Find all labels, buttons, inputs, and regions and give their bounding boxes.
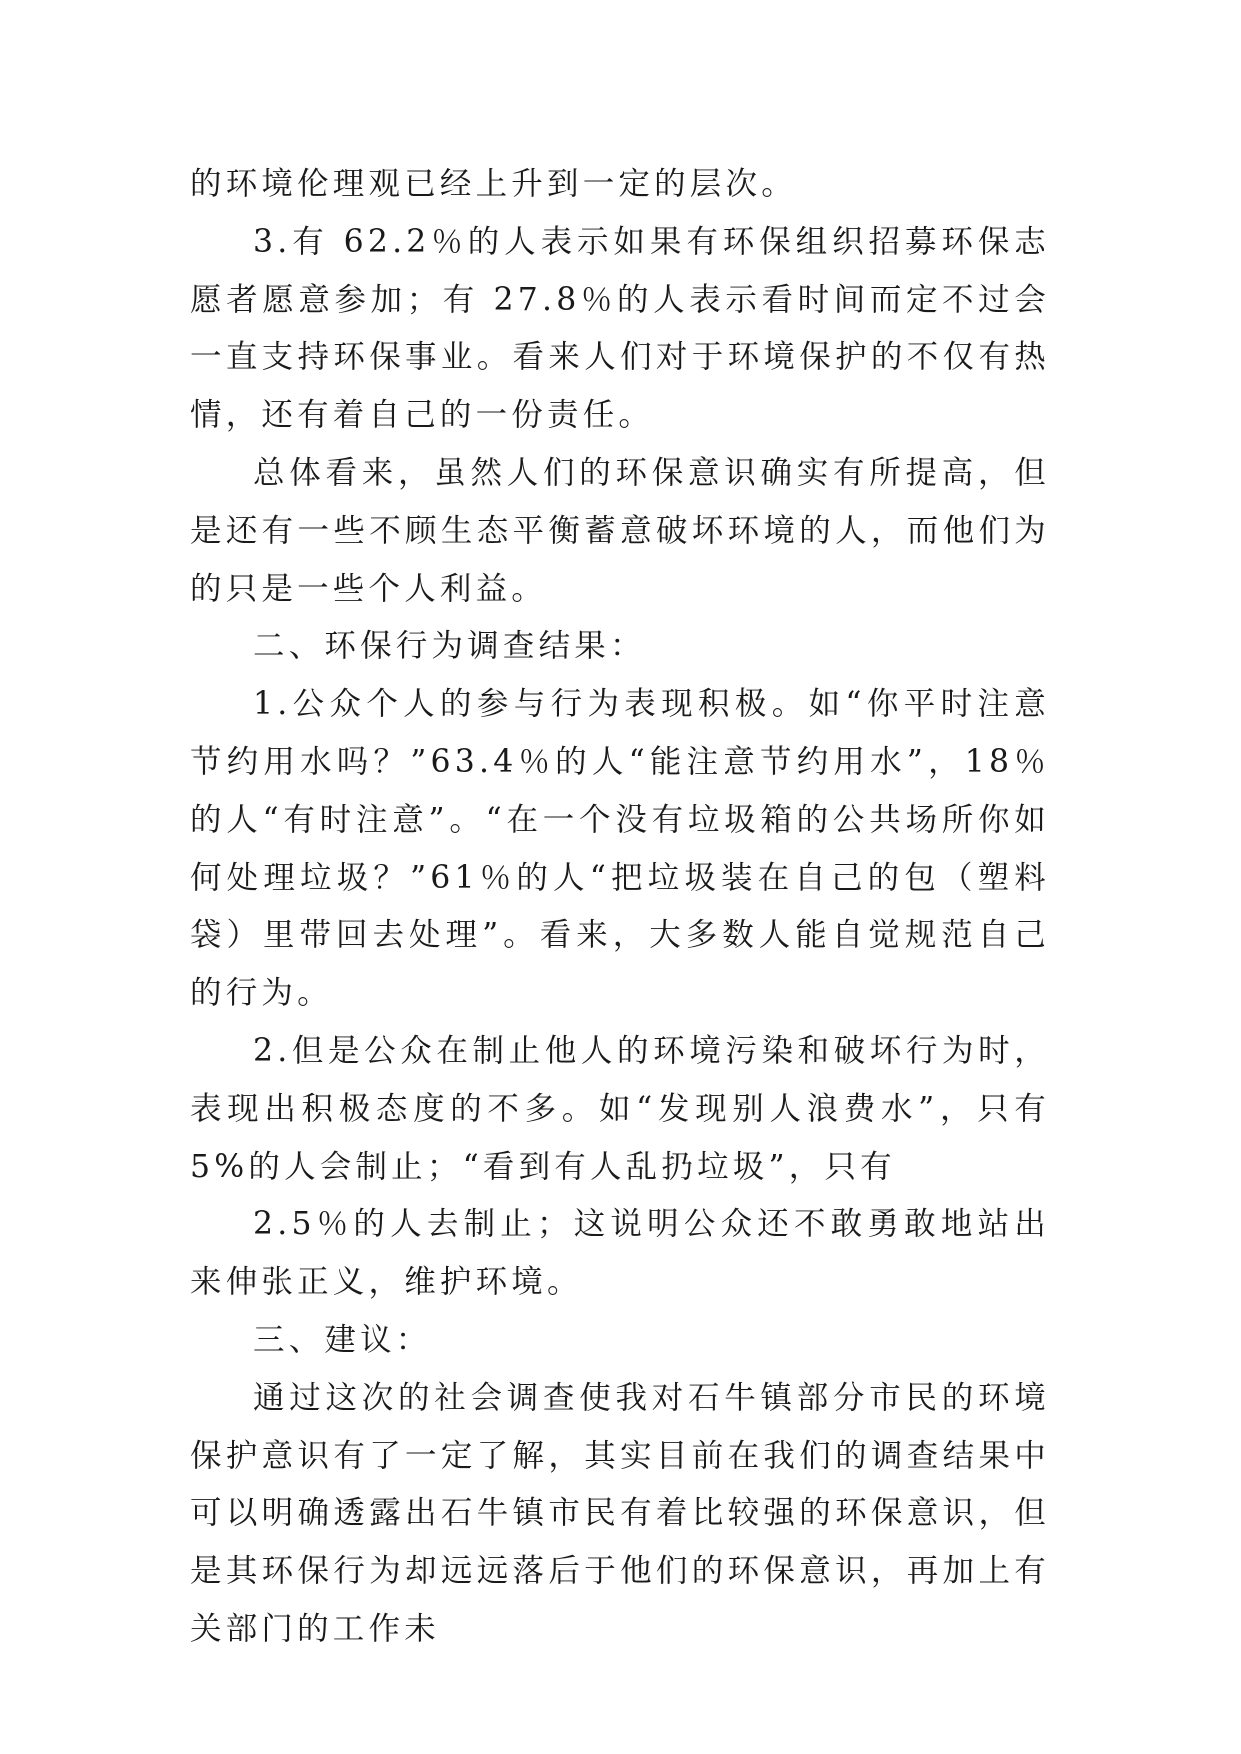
paragraph-suggestions: 通过这次的社会调查使我对石牛镇部分市民的环境保护意识有了一定了解，其实目前在我们的调查结果中可以明确透露出石牛镇市民有着比较强的环保意识，但是其环保行为却远远落后于他们的环保意识，再加上有关部门的工作未 bbox=[190, 1379, 1050, 1647]
paragraph-volunteer-result: 3.有 62.2％的人表示如果有环保组织招募环保志愿者愿意参加；有 27.8％的人表示看时间而定不过会一直支持环保事业。看来人们对于环境保护的不仅有热情，还有着自己的一份责任。 bbox=[190, 223, 1050, 434]
section-heading-suggestions: 三、建议： bbox=[253, 1321, 432, 1358]
paragraph-behavior-2-continued: 2.5％的人去制止；这说明公众还不敢勇敢地站出来伸张正义，维护环境。 bbox=[190, 1206, 1050, 1301]
paragraph-summary: 总体看来，虽然人们的环保意识确实有所提高，但是还有一些不顾生态平衡蓄意破坏环境的人，而他们为的只是一些个人利益。 bbox=[190, 454, 1050, 607]
section-heading-behavior: 二、环保行为调查结果： bbox=[253, 628, 646, 665]
paragraph-continuation: 的环境伦理观已经上升到一定的层次。 bbox=[190, 166, 797, 202]
document-body bbox=[190, 156, 1050, 1659]
paragraph-behavior-1: 1.公众个人的参与行为表现积极。如“你平时注意节约用水吗？”63.4％的人“能注意节约用水”，18％的人“有时注意”。“在一个没有垃圾箱的公共场所你如何处理垃圾？”61％的人“把垃圾装在自己的包（塑料袋）里带回去处理”。看来，大多数人能自觉规范自己的行为。 bbox=[190, 686, 1050, 1012]
paragraph-behavior-2: 2.但是公众在制止他人的环境污染和破坏行为时，表现出积极态度的不多。如“发现别人浪费水”，只有 5%的人会制止；“看到有人乱扔垃圾”，只有 bbox=[190, 1032, 1050, 1185]
